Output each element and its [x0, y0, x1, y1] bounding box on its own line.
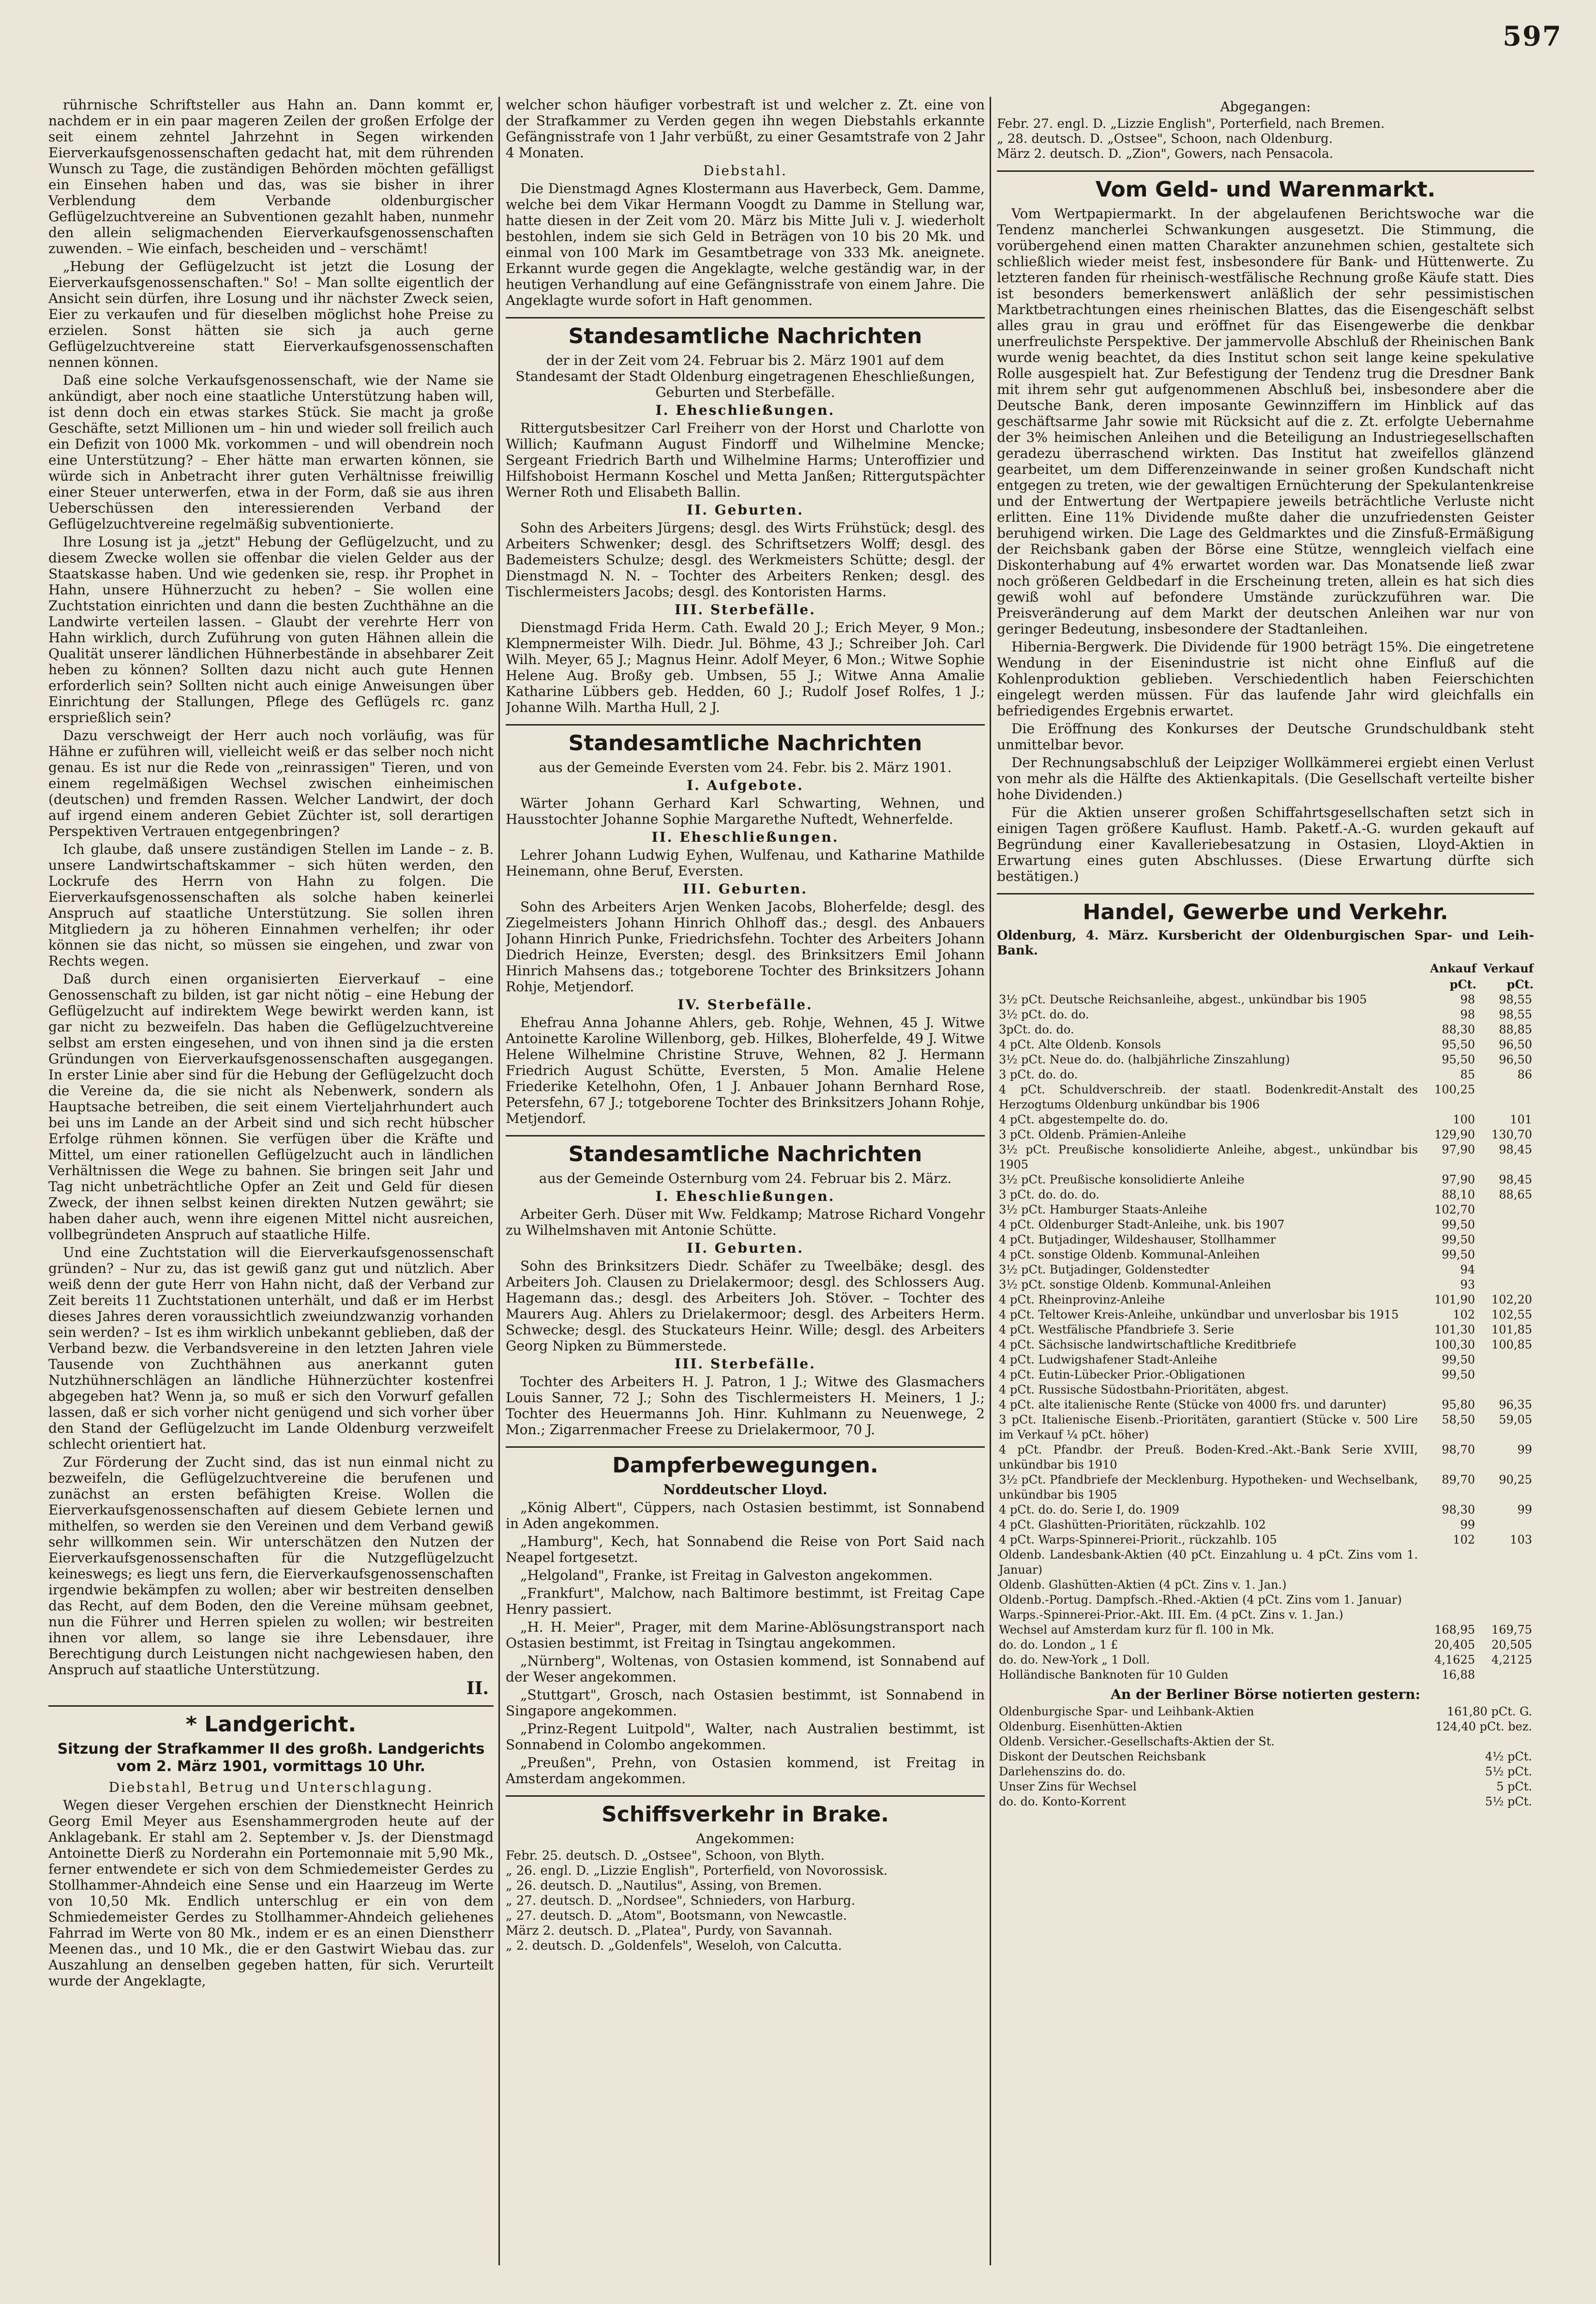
sell-rate: 169,75 — [1491, 1623, 1532, 1637]
quote-value: 5 pCt. — [1496, 1780, 1532, 1793]
column-rule — [498, 97, 500, 2265]
arrival-entry: „ 26. deutsch. D. „Nautilus", Assing, von Bremen. — [506, 1879, 822, 1893]
table-row — [997, 1082, 1534, 1112]
quote-name: Darlehenszins do. do. — [999, 1765, 1126, 1778]
table-row — [997, 1337, 1534, 1352]
sell-column-header: Verkauf — [1483, 961, 1534, 975]
security-name: 3pCt. do. do. — [999, 1023, 1074, 1036]
article-signoff: II. — [466, 1678, 489, 1698]
table-row — [997, 1532, 1534, 1547]
sell-rate: 96,50 — [1499, 1053, 1532, 1066]
steamer-line-name: Norddeutscher Lloyd. — [663, 1482, 828, 1498]
table-row — [997, 1037, 1534, 1052]
table-row — [997, 1622, 1534, 1637]
departure-entry: März 2. deutsch. D. „Zion", Gowers, nach Pensacola. — [997, 147, 1333, 161]
security-name: 3½ pCt. Pfandbriefe der Mecklenburg. Hypotheken- und Wechselbank, unkündbar bis 1905 — [999, 1473, 1418, 1501]
sell-rate: 101 — [1510, 1113, 1532, 1126]
buy-rate — [1420, 1577, 1477, 1592]
steamer-entry: „H. H. Meier", Prager, mit dem Marine-Ablösungstransport nach Ostasien bestimmt, ist Freitag in Tsingtau angekommen. — [506, 1619, 985, 1651]
sell-rate: 88,85 — [1499, 1023, 1532, 1036]
security-name: 4 pCt. abgestempelte do. do. — [999, 1113, 1169, 1126]
steamer-entry: „Helgoland", Franke, ist Freitag in Galveston angekommen. — [520, 1567, 933, 1583]
sell-rate: 102,20 — [1491, 1293, 1532, 1306]
buy-rate: 4,1625 — [1434, 1653, 1475, 1667]
security-name: 3 pCt. Oldenb. Prämien-Anleihe — [999, 1128, 1186, 1141]
section-title: I. Eheschließungen. — [655, 1188, 835, 1204]
table-row — [997, 1262, 1534, 1277]
steamer-entry: „Nürnberg", Woltenas, von Ostasien kommend, ist Sonnabend auf der Weser angekommen. — [506, 1653, 985, 1685]
security-name: 4 pCt. Pfandbr. der Preuß. Boden-Kred.-Akt.-Bank Serie XVIII, unkündbar bis 1910 — [999, 1443, 1418, 1471]
market-paragraph: Hibernia-Bergwerk. Die Dividende für 1900 beträgt 15%. Die eingetretene Wendung in der Eisenindustrie ist nicht ohne Einfluß auf die Kohlenproduktion geblieben. Verschiedentlich haben Feierschichten eingelegt werden müssen. Für das laufende Jahr wird gleichfalls ein befriedigendes Ergebnis erwartet. — [997, 639, 1534, 719]
buy-rate: 101,90 — [1434, 1293, 1475, 1306]
security-name: 3½ pCt. Preußische konsolidierte Anleihe — [999, 1173, 1245, 1186]
security-name: 3 pCt. do. do. — [999, 1068, 1078, 1081]
sell-rate: 98,55 — [1499, 1008, 1532, 1021]
buy-rate: 129,90 — [1434, 1128, 1475, 1141]
buy-rate: 101,30 — [1434, 1323, 1475, 1336]
civil-registry-heading: Standesamtliche Nachrichten — [506, 724, 985, 756]
section-text: Lehrer Johann Ludwig Eyhen, Wulfenau, und Katharine Mathilde Heinemann, ohne Beruf, Eversten. — [506, 847, 985, 879]
arrivals-list — [506, 1849, 985, 1954]
steamer-entry: „Hamburg", Kech, hat Sonnabend die Reise von Port Said nach Neapel fortgesetzt. — [506, 1533, 985, 1565]
steamer-entry: „Prinz-Regent Luitpold", Walter, nach Australien bestimmt, ist Sonnabend in Colombo angekommen. — [506, 1721, 985, 1753]
sell-rate: 103 — [1510, 1533, 1532, 1546]
table-header-row — [997, 960, 1534, 976]
steamer-entry: „Frankfurt", Malchow, nach Baltimore bestimmt, ist Freitag Cape Henry passiert. — [506, 1585, 985, 1617]
quote-name: Diskont der Deutschen Reichsbank — [999, 1750, 1206, 1763]
money-market-heading: Vom Geld- und Warenmarkt. — [997, 170, 1534, 202]
table-row — [997, 1142, 1534, 1172]
buy-rate: 102,70 — [1434, 1203, 1475, 1216]
security-name: 4 pCt. Schuldverschreib. der staatl. Bodenkredit-Anstalt des Herzogtums Oldenburg unkündbar bis 1906 — [999, 1083, 1418, 1111]
arrival-entry: „ 2. deutsch. D. „Goldenfels", Weseloh, von Calcutta. — [506, 1939, 842, 1953]
section-title: II. Eheschließungen. — [651, 829, 839, 845]
quote-name: do. do. Konto-Korrent — [999, 1795, 1126, 1808]
sell-rate — [1477, 1232, 1534, 1247]
table-row — [997, 1322, 1534, 1337]
security-name: 3 pCt. do. do. do. — [999, 1188, 1099, 1201]
buy-rate: 58,50 — [1442, 1413, 1475, 1426]
market-paragraph: Vom Wertpapiermarkt. In der abgelaufenen Berichtswoche war die Tendenz mancherlei Schwankungen ausgesetzt. Die Stimmung, die vorübergehend einen matten Charakter anzunehmen schien, gestaltete sich schließlich wieder meist fest, insbesondere für Bank- und Hüttenwerte. Zu letzteren fanden für rheinisch-westfälische Rechnung große Käufe statt. Dies ist besonders bemerkenswert anläßlich der sehr pessimistischen Marktbetrachtungen eines rheinischen Blattes, das die Eisengeschäft selbst alles grau in grau und eröffnet für das Eisengewerbe die denkbar unerfreulichste Perspektive. Der jammervolle Abschluß der Rheinischen Bank wurde wenig beachtet, da dies Institut schon seit lange keine spekulative Rolle ausgespielt hat. Zur Befestigung der Tendenz trug die Dresdner Bank mit ihrem sehr gut aufgenommenen Abschluß bei, insbesondere aber die Deutsche Bank, deren imposante Gewinnziffern im Hinblick auf das geschäftsarme Jahr sowie mit Rücksicht auf die z. Zt. erfolgte Uebernahme der 3% heimischen Anleihen und die Beteiligung an Industriegesellschaften geradezu überraschend wirkten. Das Institut hat zweifellos glänzend gearbeitet, um dem Differenzeinwande in seiner großen Kundschaft nicht entgegen zu treten, wie der gewaltigen Ernüchterung der Spekulantenkreise und der Entwertung der Wertpapiere jeweils beträchtliche Verluste nicht erlitten. Eine 11% Dividende mußte daher die unzufriedensten Geister beruhigend wirken. Die Lage des Geldmarktes und die Zinsfuß-Ermäßigung der Reichsbank gaben der Börse eine Stütze, wenngleich vielfach eine Diskonterhabung auf 4% erwartet worden war. Das Monatsende ließ zwar noch größeren Geldbedarf in die Erscheinung treten, allein es hat sich dies gewiß wohl auf befondere Umstände zurückzuführen war. Die Preisveränderung auf dem Markt der deutschen Anleihen war nur von geringer Bedeutung, insbesondere der Stadtanleihen. — [997, 206, 1534, 637]
buy-rate: 93 — [1460, 1278, 1475, 1291]
security-name: Oldenb. Landesbank-Aktien (40 pCt. Einzahlung u. 4 pCt. Zins vom 1. Januar) — [999, 1548, 1418, 1576]
departure-entry: Febr. 27. engl. D. „Lizzie English", Porterfield, nach Bremen. — [997, 117, 1385, 131]
exchange-rate-table — [997, 960, 1534, 1683]
table-row — [997, 1382, 1534, 1397]
section-text: Dienstmagd Frida Herm. Cath. Ewald 20 J.; Erich Meyer, 9 Mon.; Klempnermeister Wilh. Diedr. Jul. Böhme, 43 J.; Schreiber Joh. Carl Wilh. Meyer, 65 J.; Magnus Heinr. Adolf Meyer, 6 Mon.; Witwe Sophie Helene Aug. Broßy geb. Umbsen, 55 J.; Witwe Anna Amalie Katharine Lübbers geb. Hedden, 60 J.; Rudolf Josef Rolfes, 1 J.; Johanne Wilh. Martha Hull, 2 J. — [506, 620, 985, 715]
section-title: II. Geburten. — [687, 502, 804, 518]
sell-rate — [1477, 1277, 1534, 1292]
sell-unit: pCt. — [1506, 977, 1534, 991]
buy-rate: 88,30 — [1442, 1023, 1475, 1036]
court-heading: * Landgericht. — [48, 1705, 494, 1737]
buy-rate: 16,88 — [1442, 1668, 1475, 1682]
buy-rate: 168,95 — [1434, 1623, 1475, 1637]
sell-rate — [1477, 1667, 1534, 1683]
security-name: 3½ pCt. do. do. — [999, 1008, 1089, 1021]
quote-value — [1404, 1734, 1534, 1749]
security-name: 4 pCt. Warps-Spinnerei-Priorit., rückzahlb. 105 — [999, 1533, 1277, 1546]
table-row — [997, 1472, 1534, 1502]
table-row — [997, 1652, 1534, 1667]
sell-rate — [1477, 1607, 1534, 1622]
security-name: Warps.-Spinnerei-Prior.-Akt. III. Em. (4 pCt. Zins v. 1. Jan.) — [999, 1608, 1343, 1622]
sell-rate: 130,70 — [1491, 1128, 1532, 1141]
buy-rate — [1420, 1592, 1477, 1607]
buy-rate: 88,10 — [1442, 1188, 1475, 1201]
section-text: Sohn des Arbeiters Arjen Wenken Jacobs, Bloherfelde; desgl. des Ziegelmeisters Johann Hinrich Ohlhoff das.; desgl. des Anbauers Johann Hinrich Punke, Friedrichsfehn. Tochter des Arbeiters Johann Diedrich Heinze, Eversten; desgl. des Brinksitzers Emil Johann Hinrich Mahsens das.; totgeborene Tochter des Brinksitzers Johann Rohje, Metjendorf. — [506, 899, 985, 995]
buy-rate: 85 — [1460, 1068, 1475, 1081]
trade-heading: Handel, Gewerbe und Verkehr. — [997, 893, 1534, 925]
section-text: Sohn des Arbeiters Jürgens; desgl. des Wirts Frühstück; desgl. des Arbeiters Schwenker; desgl. des Schriftsetzers Wolff; desgl. des Bademeisters Schulze; desgl. des Werkmeisters Schütte; desgl. der Dienstmagd N. N. – Tochter des Arbeiters Renken; desgl. des Tischlermeisters Jacobs; desgl. des Kontoristen Harms. — [506, 520, 985, 600]
arrived-title: Angekommen: — [696, 1831, 795, 1847]
market-paragraph: Für die Aktien unserer großen Schiffahrtsgesellschaften setzt sich in einigen Tagen größere Kauflust. Hamb. Paketf.-A.-G. wurden gekauft auf Begründung einer Kavalleriebesatzung in Ostasien, Lloyd-Aktien in Erwartung eines guten Abschlusses. (Diese Erwartung dürfte sich bestätigen.) — [997, 804, 1534, 884]
steamer-entry: „Stuttgart", Grosch, nach Ostasien bestimmt, ist Sonnabend in Singapore angekommen. — [506, 1687, 985, 1719]
buy-rate: 99,50 — [1442, 1233, 1475, 1246]
civil-registry-heading: Standesamtliche Nachrichten — [506, 317, 985, 349]
table-row — [997, 1022, 1534, 1037]
security-name: do. do. London „ 1 £ — [999, 1638, 1118, 1652]
security-name: 3½ pCt. Neue do. do. (halbjährliche Zinszahlung) — [999, 1053, 1290, 1066]
buy-rate: 20,405 — [1434, 1638, 1475, 1652]
section-text: Tochter des Arbeiters H. J. Patron, 1 J.; Witwe des Glasmachers Louis Sanner, 72 J.; Sohn des Tischlermeisters H. Meiners, 1 J.; Tochter des Heuermanns Joh. Hinr. Kuhlmann zu Neuenwege, 2 Mon.; Zigarrenmacher Freese zu Drielakermoor, 70 J. — [506, 1374, 985, 1438]
buy-rate: 99 — [1460, 1518, 1475, 1531]
buy-rate: 99,50 — [1442, 1353, 1475, 1366]
column-rule — [990, 97, 991, 2265]
table-row — [997, 1187, 1534, 1202]
buy-rate: 97,90 — [1442, 1143, 1475, 1156]
berlin-exchange-title: An der Berliner Börse notierten gestern: — [1111, 1686, 1420, 1702]
security-name: 4 pCt. Teltower Kreis-Anleihe, unkündbar und unverlosbar bis 1915 — [999, 1308, 1399, 1321]
quote-value: 4½ pCt. — [1485, 1750, 1532, 1763]
court-subheading: Sitzung der Strafkammer II des großh. Landgerichts vom 2. März 1901, vormittags 10 Uhr. — [57, 1741, 485, 1775]
table-row — [997, 992, 1534, 1007]
section-text: Ehefrau Anna Johanne Ahlers, geb. Rohje, Wehnen, 45 J. Witwe Antoinette Karoline Willenborg, geb. Hilkes, Bloherfelde, 49 J. Witwe Helene Wilhelmine Christine Struve, Wehnen, 82 J. Hermann Friedrich August Schütte, Eversten, 5 Mon. Amalie Helene Friederike Ketelhohn, Ofen, 1 J. Anbauer Johann Bernhard Rose, Petersfehn, 67 J.; totgeborene Tochter des Brinksitzers Johann Rohje, Metjendorf. — [506, 1015, 985, 1126]
buy-rate: 100 — [1453, 1113, 1475, 1126]
sell-rate: 96,50 — [1499, 1038, 1532, 1051]
article-paragraph: Daß eine solche Verkaufsgenossenschaft, wie der Name sie ankündigt, aber noch eine staatliche Unterstützung haben will, ist denn doch ein etwas starkes Stück. Sie macht ja große Geschäfte, setzt Millionen um – hin und wieder soll freilich auch ein Defizit von 1000 Mk. vorkommen – und will obendrein noch eine Unterstützung? – Eher hätte man erwarten können, sie würde sich in Anbetracht ihrer guten Verhältnisse freiwillig einer Steuer unterwerfen, etwa in der Form, daß sie aus ihren Ueberschüssen den interessierenden Verband der Geflügelzuchtvereine regelmäßig subventionierte. — [48, 372, 494, 532]
sell-rate — [1477, 1547, 1534, 1577]
table-row — [997, 1067, 1534, 1082]
sell-rate — [1477, 1262, 1534, 1277]
buy-rate — [1420, 1547, 1477, 1577]
section-title: I. Aufgebote. — [687, 777, 804, 793]
security-name: 4 pCt. Oldenburger Stadt-Anleihe, unk. bis 1907 — [999, 1218, 1285, 1231]
court-case-text: Wegen dieser Vergehen erschien der Dienstknecht Heinrich Georg Emil Meyer aus Esenshammergroden heute auf der Anklagebank. Er stahl am 2. September v. Js. der Dienstmagd Antoinette Dierß zu Norderahn ein Portemonnaie mit 5,90 Mk., ferner entwendete er sich von dem Schmiedemeister Gerdes zu Stollhammer-Ahndeich eine Sense und ein Haarzeug im Werte von 10,50 Mk. Endlich unterschlug er ein von dem Schmiedemeister Gerdes zu Stollhammer-Ahndeich geliehenes Fahrrad im Werte von 80 Mk., indem er es an einen Dienstherr Meenen das., und 10 Mk., die er den Gastwirt Wiebau das. zur Auszahlung an denselben gegeben hatten, für sich. Verurteilt wurde der Angeklagte, — [48, 1797, 494, 1989]
buy-rate: 99,50 — [1442, 1218, 1475, 1231]
sell-rate: 4,2125 — [1491, 1653, 1532, 1667]
security-name: Oldenb. Glashütten-Aktien (4 pCt. Zins v. 1. Jan.) — [999, 1578, 1287, 1592]
departure-entry: „ 28. deutsch. D. „Ostsee", Schoon, nach Oldenburg. — [997, 132, 1333, 146]
section-title: III. Sterbefälle. — [675, 602, 816, 618]
civil-registry-heading: Standesamtliche Nachrichten — [506, 1135, 985, 1167]
table-row — [997, 1247, 1534, 1262]
table-row — [997, 1112, 1534, 1127]
security-name: 4 pCt. Westfälische Pfandbriefe 3. Serie — [999, 1323, 1235, 1336]
security-name: 3½ pCt. Butjadinger, Goldenstedter — [999, 1263, 1209, 1276]
buy-rate: 94 — [1460, 1263, 1475, 1276]
table-row — [997, 1637, 1534, 1652]
civil-registry-intro: der in der Zeit vom 24. Februar bis 2. März 1901 auf dem Standesamt der Stadt Oldenburg eingetragenen Eheschließungen, Geburten und Sterbefälle. — [515, 352, 975, 400]
table-row — [997, 1172, 1534, 1187]
buy-rate: 95,50 — [1442, 1038, 1475, 1051]
section-text: Arbeiter Gerh. Düser mit Ww. Feldkamp; Matrose Richard Vongehr zu Wilhelmshaven mit Antonie Schütte. — [506, 1206, 985, 1238]
court-continuation: welcher schon häufiger vorbestraft ist und welcher z. Zt. eine von der Strafkammer zu Verden gegen ihn wegen Diebstahls erkannte Gefängnisstrafe von 1 Jahr verbüßt, zu einer Gesamtstrafe von 2 Jahr 4 Monaten. — [506, 97, 985, 161]
table-row — [997, 1052, 1534, 1067]
court-case-title: Diebstahl, Betrug und Unterschlagung. — [108, 1779, 434, 1795]
arrival-entry: „ 27. deutsch. D. „Nordsee", Schnieders, von Harburg. — [506, 1894, 856, 1908]
sell-rate: 100,85 — [1491, 1338, 1532, 1351]
steamer-list — [506, 1500, 985, 1787]
poultry-article — [48, 97, 494, 1678]
security-name: 3 pCt. Italienische Eisenb.-Prioritäten, garantiert (Stücke v. 500 Lire im Verkauf ¼ pCt. höher) — [999, 1413, 1418, 1441]
sell-rate — [1477, 1202, 1534, 1217]
quote-name: Oldenburgische Spar- und Leihbank-Aktien — [999, 1705, 1254, 1718]
exchange-report-title: Oldenburg, 4. März. Kursbericht der Oldenburgischen Spar- und Leih-Bank. — [997, 928, 1534, 958]
security-name: Oldenb.-Portug. Dampfsch.-Rhed.-Aktien (4 pCt. Zins vom 1. Januar) — [999, 1593, 1402, 1607]
security-name: 3½ pCt. sonstige Oldenb. Kommunal-Anleihen — [999, 1278, 1271, 1291]
buy-rate — [1420, 1382, 1477, 1397]
article-paragraph: Zur Förderung der Zucht sind, das ist nun einmal nicht zu bezweifeln, die Geflügelzuchtvereine die berufenen und zunächst an ersten befähigten Kreise. Wollen die Eierverkaufsgenossenschaften auf diesem Gebiete lernen und mithelfen, so werden sie den Vereinen und dem Verband gewiß sehr willkommen sein. Wir unterschätzen den Nutzen der Eierverkaufsgenossenschaften für die Nutzgeflügelzucht keineswegs; es liegt uns fern, die Eierverkaufsgenossenschaften irgendwie bekämpfen zu wollen; aber wir bestreiten denselben das Recht, auf dem Boden, den die Vereine mühsam geebnet, nun die Führer und Herren spielen zu wollen; wir bestreiten ihnen vor allem, so lange sie ihre Lebensdauer, ihre Berechtigung durch Leistungen nicht nachgewiesen haben, den Anspruch auf staatliche Unterstützung. — [48, 1454, 494, 1678]
security-name: 4 pCt. Glashütten-Prioritäten, rückzahlb. 102 — [999, 1518, 1266, 1531]
article-paragraph: Daß durch einen organisierten Eierverkauf – eine Genossenschaft zu bilden, ist gar nicht nötig – eine Hebung der Geflügelzucht auf indirektem Wege bewirkt werden kann, ist gar nicht zu bezweifeln. Das haben die Geflügelzuchtvereine selbst am ersten eingesehen, und von ihnen sind ja die ersten Gründungen von Eierverkaufsgenossenschaften ausgegangen. In erster Linie aber sind für die Hebung der Geflügelzucht doch die Vereine da, die sie nicht als Nebenwerk, sondern als Hauptsache betreiben, die seit einem Vierteljahrhundert auch bei uns im Lande an der Arbeit sind und sich recht hübscher Erfolge rühmen können. Sie verfügen über die Kräfte und Mittel, um einer rationellen Geflügelzucht auch in ländlichen Verhältnissen die Wege zu bahnen. Sie bringen seit Jahr und Tag nicht unbeträchtliche Opfer an Zeit und Geld für diesen Zweck, der ihnen selbst keinen direkten Nutzen gewährt; sie haben daher auch, wenn ihre eigenen Mittel nicht ausreichen, vollbegründeten Anspruch auf staatliche Hilfe. — [48, 971, 494, 1243]
article-paragraph: „Hebung der Geflügelzucht ist jetzt die Losung der Eierverkaufsgenossenschaften." So! – Man sollte eigentlich der Ansicht sein dürfen, ihre Losung und ihr nächster Zweck seien, Eier zu verkaufen und für dieselben möglichst hohe Preise zu erzielen. Sonst hätten sie sich ja auch gerne Geflügelzuchtvereine statt Eierverkaufsgenossenschaften nennen können. — [48, 258, 494, 370]
buy-rate: 97,90 — [1442, 1173, 1475, 1186]
quote-value: 5½ pCt. — [1485, 1795, 1532, 1808]
money-market-article — [997, 206, 1534, 884]
departed-title: Abgegangen: — [1220, 99, 1311, 115]
buy-rate: 98 — [1460, 993, 1475, 1006]
theft-text: Die Dienstmagd Agnes Klostermann aus Haverbeck, Gem. Damme, welche bei dem Vikar Hermann Voogdt zu Damme in Stellung war, hatte diesen in der Zeit vom 20. März bis Mitte Juli v. J. wiederholt bestohlen, indem sie sich Geld in Beträgen von 10 bis 20 Mk. und einmal von 100 Mark im Gesamtbetrage von 333 Mk. aneignete. Erkannt wurde gegen die Angeklagte, welche geständig war, in der heutigen Verhandlung auf eine Gefängnisstrafe von einem Jahre. Die Angeklagte wurde sofort in Haft genommen. — [506, 181, 985, 308]
sell-rate: 98,45 — [1499, 1143, 1532, 1156]
sell-rate — [1477, 1247, 1534, 1262]
table-row — [997, 1292, 1534, 1307]
security-name: 4 pCt. Alte Oldenb. Konsols — [999, 1038, 1161, 1051]
table-row — [997, 1794, 1534, 1809]
security-name: 3½ pCt. Preußische konsolidierte Anleihe, abgest., unkündbar bis 1905 — [999, 1143, 1418, 1171]
section-text: Sohn des Brinksitzers Diedr. Schäfer zu Tweelbäke; desgl. des Arbeiters Joh. Clausen zu Drielakermoor; desgl. des Schlossers Aug. Hagemann das.; desgl. des Arbeiters Joh. Stöver. – Tochter des Maurers Aug. Ahlers zu Drielakermoor; desgl. des Arbeiters Herm. Schwecke; desgl. des Stuckateurs Heinr. Wille; desgl. des Arbeiters Georg Nipken zu Bümmerstede. — [506, 1258, 985, 1354]
table-row — [997, 1277, 1534, 1292]
section-title: II. Geburten. — [687, 1240, 804, 1256]
table-row — [997, 1764, 1534, 1779]
section-title: III. Geburten. — [682, 881, 808, 897]
arrival-entry: „ 27. deutsch. D. „Atom", Bootsmann, von Newcastle. — [506, 1909, 847, 1923]
market-paragraph: Der Rechnungsabschluß der Leipziger Wollkämmerei ergiebt einen Verlust von mehr als die Hälfte des Aktienkapitals. (Die Gesellschaft verteilte bisher hohe Dividenden.) — [997, 755, 1534, 803]
sell-rate: 98,45 — [1499, 1173, 1532, 1186]
article-paragraph: Dazu verschweigt der Herr auch noch vorläufig, was für Hähne er zuführen will, vielleicht weiß er das selber noch nicht genau. Es ist nur die Rede von „reinrassigen" Tieren, und von einem regelmäßigen Wechsel zwischen einheimischen (deutschen) und fremden Rassen. Welcher Landwirt, der doch auf irgend einem anderen Gebiet Züchter ist, soll derartigen Perspektiven Vertrauen entgegenbringen? — [48, 728, 494, 839]
buy-rate: 98,30 — [1442, 1503, 1475, 1516]
section-text: Rittergutsbesitzer Carl Freiherr von der Horst und Charlotte von Willich; Kaufmann August Findorff und Wilhelmine Mencke; Sergeant Friedrich Barth und Wilhelmine Harms; Unteroffizier und Hilfshoboist Hermann Koschel und Metta Janßen; Rittergutspächter Werner Roth und Elisabeth Ballin. — [506, 420, 985, 500]
column-3 — [997, 97, 1534, 2265]
section-title: IV. Sterbefälle. — [678, 997, 813, 1013]
brake-shipping-heading: Schiffsverkehr in Brake. — [506, 1795, 985, 1827]
table-row — [997, 1719, 1534, 1734]
buy-rate: 98,70 — [1442, 1443, 1475, 1456]
arrival-entry: März 2. deutsch. D. „Platea", Purdy, von Savannah. — [506, 1924, 832, 1938]
security-name: 3½ pCt. Hamburger Staats-Anleihe — [999, 1203, 1207, 1216]
arrival-entry: „ 26. engl. D. „Lizzie English", Porterfield, von Novorossisk. — [506, 1864, 888, 1878]
sell-rate: 88,65 — [1499, 1188, 1532, 1201]
berlin-exchange-table — [997, 1704, 1534, 1809]
table-row — [997, 1734, 1534, 1749]
table-row — [997, 1749, 1534, 1764]
security-name: 3½ pCt. Deutsche Reichsanleihe, abgest., unkündbar bis 1905 — [999, 993, 1367, 1006]
sell-rate: 98,55 — [1499, 993, 1532, 1006]
buy-column-header: Ankauf — [1430, 961, 1476, 975]
sell-rate: 102,55 — [1491, 1308, 1532, 1321]
security-name: do. do. New-York „ 1 Doll. — [999, 1653, 1150, 1667]
sell-rate: 86 — [1517, 1068, 1532, 1081]
sell-rate: 101,85 — [1491, 1323, 1532, 1336]
theft-title: Diebstahl. — [703, 163, 788, 179]
sell-rate — [1477, 1352, 1534, 1367]
security-name: 4 pCt. Butjadinger, Wildeshauser, Stollhammer — [999, 1233, 1276, 1246]
sell-rate: 20,505 — [1491, 1638, 1532, 1652]
quote-value: 124,40 pCt. bez. — [1435, 1720, 1532, 1733]
security-name: 4 pCt. Russische Südostbahn-Prioritäten, abgest. — [999, 1383, 1289, 1396]
security-name: 4 pCt. Eutin-Lübecker Prior.-Obligationen — [999, 1368, 1245, 1381]
table-row — [997, 1202, 1534, 1217]
table-row — [997, 1127, 1534, 1142]
buy-rate: 100,25 — [1434, 1083, 1475, 1096]
article-paragraph: Ich glaube, daß unsere zuständigen Stellen im Lande – z. B. unsere Landwirtschaftskammer – sich hüten werden, den Lockrufe des Herrn von Hahn zu folgen. Die Eierverkaufsgenossenschaften als solche haben keinerlei Anspruch auf staatliche Unterstützung. Sie sollen ihren Mitgliedern ja zu höheren Einnahmen verhelfen; ihr oder können sie das nicht, so müssen sie eingehen, und zwar von Rechts wegen. — [48, 841, 494, 969]
buy-rate: 95,50 — [1442, 1053, 1475, 1066]
table-row — [997, 1367, 1534, 1382]
table-row — [997, 1007, 1534, 1022]
buy-rate: 99,50 — [1442, 1368, 1475, 1381]
table-row — [997, 1217, 1534, 1232]
table-row — [997, 1352, 1534, 1367]
sell-rate: 59,05 — [1499, 1413, 1532, 1426]
security-name: 4 pCt. Rheinprovinz-Anleihe — [999, 1293, 1165, 1306]
sell-rate: 96,35 — [1499, 1398, 1532, 1411]
security-name: Wechsel auf Amsterdam kurz für fl. 100 in Mk. — [999, 1623, 1275, 1637]
buy-rate — [1420, 1607, 1477, 1622]
sell-rate: 99 — [1517, 1503, 1532, 1516]
table-row — [997, 1667, 1534, 1683]
sell-rate — [1477, 1217, 1534, 1232]
quote-name: Oldenb. Versicher.-Gesellschafts-Aktien der St. — [999, 1735, 1275, 1748]
steamer-entry: „König Albert", Cüppers, nach Ostasien bestimmt, ist Sonnabend in Aden angekommen. — [506, 1500, 985, 1531]
table-row — [997, 1592, 1534, 1607]
sell-rate: 90,25 — [1499, 1473, 1532, 1486]
arrival-entry: Febr. 25. deutsch. D. „Ostsee", Schoon, von Blyth. — [506, 1849, 825, 1863]
sell-rate — [1477, 1082, 1534, 1112]
section-text: Wärter Johann Gerhard Karl Schwarting, Wehnen, und Hausstochter Johanne Sophie Margarethe Nuftedt, Wehnerfelde. — [506, 795, 985, 827]
table-row — [997, 1517, 1534, 1532]
section-title: I. Eheschließungen. — [655, 402, 835, 418]
section-title: III. Sterbefälle. — [675, 1356, 816, 1372]
sell-rate — [1477, 1592, 1534, 1607]
article-paragraph: Ihre Losung ist ja „jetzt" Hebung der Geflügelzucht, und zu diesem Zwecke wollen sie offenbar die vielen Gelder aus der Staatskasse haben. Und wie gedenken sie, resp. ihr Prophet in Hahn, unsere Hühnerzucht zu heben? – Sie wollen eine Zuchtstation einrichten und dann die besten Zuchthähne an die Landwirte verteilen lassen. – Glaubt der verehrte Herr von Hahn wirklich, durch Zuführung von guten Hähnen allein die Qualität unserer ländlichen Hühnerbestände in absehbarer Zeit heben zu können? Sollten dazu nicht auch gute Hennen erforderlich sein? Sollten nicht auch einige Anweisungen über Einrichtung der Stallungen, Pflege des Geflügels rc. ganz ersprießlich sein? — [48, 534, 494, 726]
table-row — [997, 1412, 1534, 1442]
security-name: 4 pCt. do. do. Serie I, do. 1909 — [999, 1503, 1179, 1516]
sell-rate — [1477, 1367, 1534, 1382]
security-name: 4 pCt. sonstige Oldenb. Kommunal-Anleihen — [999, 1248, 1260, 1261]
buy-rate: 98 — [1460, 1008, 1475, 1021]
buy-unit: pCt. — [1449, 977, 1476, 991]
sell-rate — [1477, 1382, 1534, 1397]
table-row — [997, 1502, 1534, 1517]
security-name: Holländische Banknoten für 10 Gulden — [999, 1668, 1229, 1682]
sell-rate: 99 — [1517, 1443, 1532, 1456]
buy-rate: 95,80 — [1442, 1398, 1475, 1411]
market-paragraph: Die Eröffnung des Konkurses der Deutsche Grundschuldbank steht unmittelbar bevor. — [997, 721, 1534, 753]
sell-rate — [1477, 1517, 1534, 1532]
article-paragraph: rührnische Schriftsteller aus Hahn an. Dann kommt er, nachdem er in ein paar mageren Zeilen der großen Erfolge der seit einem zehntel Jahrzehnt in Segen wirkenden Eierverkaufsgenossenschaften gedacht hat, mit dem rührenden Wunsch zu Tage, die zuständigen Behörden möchten gefälligst ein Einsehen haben und das, was sie bisher in ihrer Verblendung dem Verbande oldenburgischer Geflügelzuchtvereine an Subventionen gezahlt haben, nunmehr den allein seligmachenden Eierverkaufsgenossenschaften zuwenden. – Wie einfach, bescheiden und – verschämt! — [48, 97, 494, 257]
buy-rate: 89,70 — [1442, 1473, 1475, 1486]
security-name: 4 pCt. alte italienische Rente (Stücke von 4000 frs. und darunter) — [999, 1398, 1386, 1411]
table-row — [997, 1397, 1534, 1412]
civil-registry-intro: aus der Gemeinde Eversten vom 24. Febr. bis 2. März 1901. — [539, 759, 952, 775]
table-unit-row — [997, 976, 1534, 992]
sell-rate — [1477, 1577, 1534, 1592]
steamer-entry: „Preußen", Prehn, von Ostasien kommend, ist Freitag in Amsterdam angekommen. — [506, 1755, 985, 1787]
table-row — [997, 1442, 1534, 1472]
quote-value: 5½ pCt. — [1485, 1765, 1532, 1778]
table-row — [997, 1779, 1534, 1794]
quote-name: Oldenburg. Eisenhütten-Aktien — [999, 1720, 1183, 1733]
table-row — [997, 1307, 1534, 1322]
table-row — [997, 1232, 1534, 1247]
buy-rate: 99,50 — [1442, 1248, 1475, 1261]
page-number: 597 — [1503, 20, 1562, 52]
article-paragraph: Und eine Zuchtstation will die Eierverkaufsgenossenschaft gründen? – Nur zu, das ist gewiß ganz gut und nützlich. Aber weiß denn der gute Herr von Hahn nicht, daß der Verband zur Zeit bereits 11 Zuchtstationen unterhält, und daß er im Herbst dieses Jahres deren voraussichtlich zweiundzwanzig vorhanden sein werden? – Ist es ihm wirklich unbekannt geblieben, daß der Verband bezw. die Verbandsvereine in den letzten Jahren viele Tausende von Zuchthähnen aus anerkannt guten Nutzhühnerschlägen an ländliche Hühnerzüchter kostenfrei abgegeben hat? Wenn ja, so muß er sich den Vorwurf gefallen lassen, daß er sich vorher nicht genügend und sich vorher über den Stand der Geflügelzucht im Lande Oldenburg verzweifelt schlecht orientiert hat. — [48, 1244, 494, 1452]
buy-rate: 100,30 — [1434, 1338, 1475, 1351]
table-row — [997, 1704, 1534, 1719]
column-2 — [506, 97, 985, 2265]
quote-value: 161,80 pCt. G. — [1446, 1705, 1532, 1718]
buy-rate: 102 — [1453, 1533, 1475, 1546]
departures-list — [997, 117, 1534, 162]
security-name: 4 pCt. Sächsische landwirtschaftliche Kreditbriefe — [999, 1338, 1296, 1351]
buy-rate: 102 — [1453, 1308, 1475, 1321]
security-name: 4 pCt. Ludwigshafener Stadt-Anleihe — [999, 1353, 1218, 1366]
table-row — [997, 1547, 1534, 1577]
table-row — [997, 1607, 1534, 1622]
table-row — [997, 1577, 1534, 1592]
column-1 — [48, 97, 494, 2265]
steamer-movements-heading: Dampferbewegungen. — [506, 1446, 985, 1478]
quote-name: Unser Zins für Wechsel — [999, 1780, 1137, 1793]
civil-registry-intro: aus der Gemeinde Osternburg vom 24. Februar bis 2. März. — [539, 1170, 952, 1186]
